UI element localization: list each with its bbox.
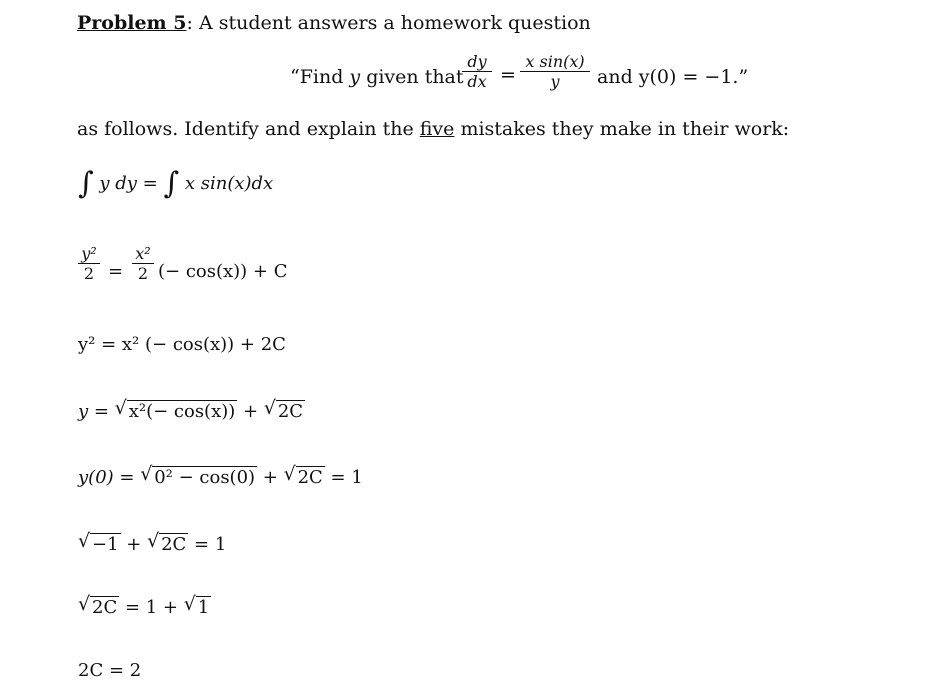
step-5-rad1: 0² − cos(0): [154, 467, 256, 488]
problem-label: Problem 5: [77, 12, 187, 34]
instruction-b: mistakes they make in their work:: [454, 118, 790, 140]
step-2-rhs-fraction: [132, 244, 154, 283]
instruction-a: as follows. Identify and explain the: [77, 118, 420, 140]
step-2-lhs-fraction: [78, 244, 100, 283]
step-7: √ 2C = 1 + √ 1: [78, 593, 210, 618]
step-2-two-b: 2: [137, 264, 149, 283]
step-5-rad2: 2C: [297, 467, 323, 488]
step-5-tail: = 1: [324, 467, 363, 488]
step-7-rad2: 1: [197, 597, 210, 618]
step-1-left: y dy =: [99, 173, 164, 194]
step-5-lead: y(0) =: [78, 467, 141, 488]
rhs-denominator: y: [550, 72, 560, 91]
step-6: √ −1 + √ 2C = 1: [78, 530, 227, 555]
step-7-mid: = 1 +: [119, 597, 184, 618]
step-4-lead: y =: [78, 401, 115, 422]
instruction-line: [77, 118, 789, 140]
problem-heading: [77, 12, 591, 34]
dx-denominator: dx: [467, 72, 487, 91]
step-6-rad1: −1: [92, 534, 119, 555]
question-quote: [290, 66, 464, 88]
step-8: 2C = 2: [78, 660, 142, 681]
step-3: y² = x² (− cos(x)) + 2C: [78, 334, 286, 355]
instruction-five: five: [419, 118, 455, 140]
dy-numerator: dy: [467, 52, 487, 71]
step-4-plus: +: [237, 401, 264, 422]
rhs-fraction: [520, 52, 590, 91]
quote-mid: given that: [360, 66, 464, 88]
step-7-rad1: 2C: [92, 597, 118, 618]
step-4: y = √ x²(− cos(x)) + √ 2C: [78, 397, 304, 422]
equals-sign: =: [500, 64, 516, 86]
rhs-numerator: x sin(x): [525, 52, 585, 71]
quote-y: y: [349, 66, 361, 88]
step-6-rad2: 2C: [161, 534, 187, 555]
step-2-x2: x²: [135, 244, 151, 263]
step-2-rest: (− cos(x)) + C: [158, 261, 288, 282]
step-6-tail: = 1: [188, 534, 227, 555]
step-4-rad2: 2C: [277, 401, 304, 422]
dy-dx-fraction: [462, 52, 492, 91]
step-5: y(0) = √ 0² − cos(0) + √ 2C = 1: [78, 463, 363, 488]
step-1-right: x sin(x)dx: [184, 173, 274, 194]
step-2-y2: y²: [81, 244, 97, 263]
quote-lead: “Find: [290, 66, 350, 88]
step-4-rad1: x²(− cos(x)): [128, 401, 236, 422]
step-2-two-a: 2: [83, 264, 95, 283]
problem-intro: : A student answers a homework question: [186, 12, 591, 34]
step-6-plus: +: [120, 534, 148, 555]
step-1: ∫ y dy = ∫ x sin(x)dx: [78, 166, 274, 201]
step-5-plus: +: [257, 467, 284, 488]
initial-condition: and y(0) = −1.”: [597, 66, 749, 88]
step-2-eq: =: [108, 261, 124, 282]
